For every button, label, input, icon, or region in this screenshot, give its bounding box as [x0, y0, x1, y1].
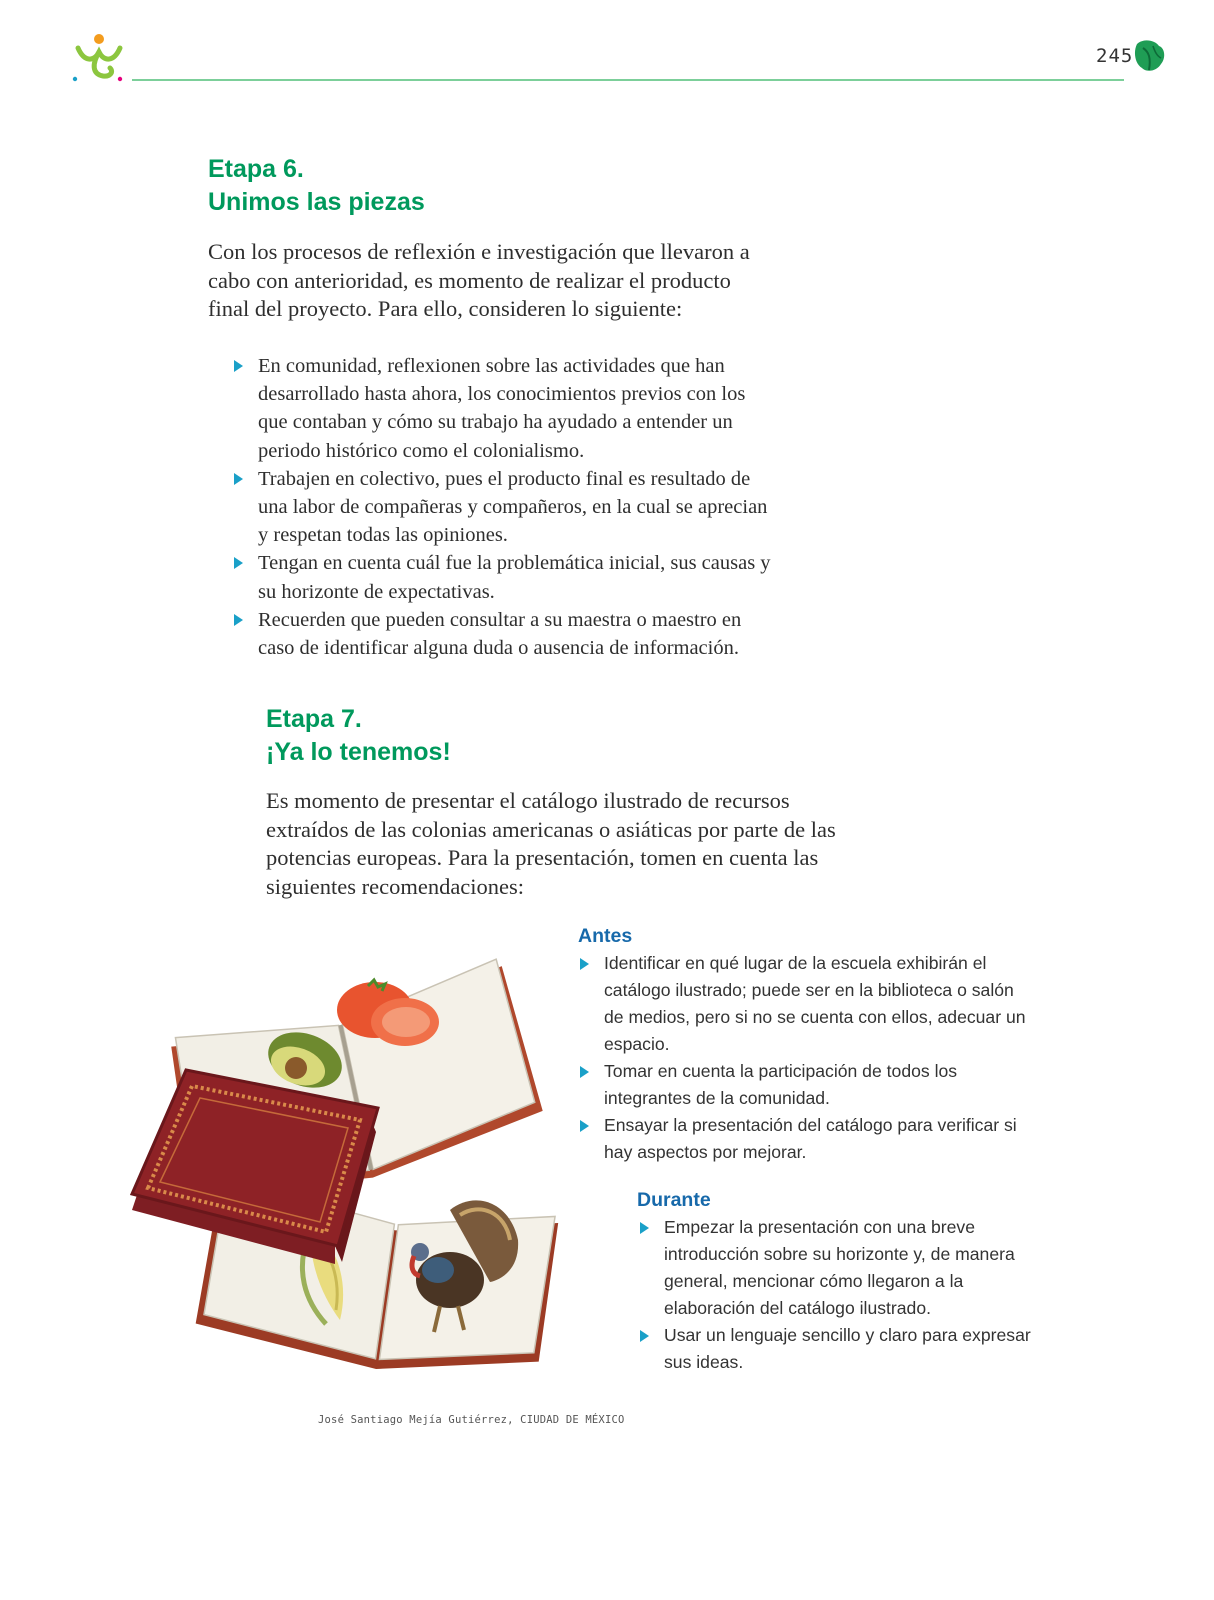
stage7-intro: Es momento de presentar el catálogo ilustrado de recursos extraídos de las colonias americanas o asiáticas por parte de las potencias europeas. Para la presentación, tomen en cuenta las siguientes recomendaciones: — [266, 788, 836, 899]
durante-heading: Durante — [637, 1189, 711, 1211]
list-item: Ensayar la presentación del catálogo para verificar si hay aspectos por mejorar. — [580, 1112, 1032, 1166]
books-illustration — [120, 940, 560, 1390]
triangle-bullet-icon — [234, 473, 243, 485]
triangle-bullet-icon — [640, 1330, 649, 1342]
triangle-bullet-icon — [234, 360, 243, 372]
triangle-bullet-icon — [640, 1222, 649, 1234]
stage6-number: Etapa 6. — [208, 155, 304, 183]
triangle-bullet-icon — [234, 614, 243, 626]
list-item: Tengan en cuenta cuál fue la problemática inicial, sus causas y su horizonte de expectativas. — [234, 549, 774, 605]
list-item: Recuerden que pueden consultar a su maestra o maestro en caso de identificar alguna duda o ausencia de información. — [234, 606, 774, 662]
triangle-bullet-icon — [234, 557, 243, 569]
stage6-list — [234, 352, 774, 662]
header-rule — [132, 79, 1124, 81]
durante-list — [640, 1214, 1038, 1376]
leaf-icon — [1133, 38, 1167, 74]
list-item: Identificar en qué lugar de la escuela exhibirán el catálogo ilustrado; puede ser en la biblioteca o salón de medios, pero si no se cuenta con ellos, adecuar un espacio. — [580, 950, 1032, 1058]
triangle-bullet-icon — [580, 1120, 589, 1132]
illustration-credit: José Santiago Mejía Gutiérrez, CIUDAD DE MÉXICO — [318, 1414, 625, 1426]
list-item: Tomar en cuenta la participación de todos los integrantes de la comunidad. — [580, 1058, 1032, 1112]
stage7-title: ¡Ya lo tenemos! — [266, 738, 451, 766]
stage7-number: Etapa 7. — [266, 705, 362, 733]
list-item: Empezar la presentación con una breve introducción sobre su horizonte y, de manera general, mencionar cómo llegaron a la elaboración del catálogo ilustrado. — [640, 1214, 1038, 1322]
list-item: Trabajen en colectivo, pues el producto final es resultado de una labor de compañeras y compañeros, en la cual se aprecian y respetan todas las opiniones. — [234, 465, 774, 550]
triangle-bullet-icon — [580, 1066, 589, 1078]
stage6-title: Unimos las piezas — [208, 188, 425, 216]
antes-list — [580, 950, 1032, 1166]
list-item: En comunidad, reflexionen sobre las actividades que han desarrollado hasta ahora, los conocimientos previos con los que contaban y cómo su trabajo ha ayudado a entender un periodo histórico como el colonialismo. — [234, 352, 774, 465]
antes-heading: Antes — [578, 925, 633, 947]
person-logo-icon — [70, 32, 128, 86]
stage6-intro: Con los procesos de reflexión e investigación que llevaron a cabo con anterioridad, es momento de realizar el producto final del proyecto. Para ello, consideren lo siguiente: — [208, 239, 750, 321]
triangle-bullet-icon — [580, 958, 589, 970]
list-item: Usar un lenguaje sencillo y claro para expresar sus ideas. — [640, 1322, 1038, 1376]
page-number: 245 — [1096, 45, 1134, 67]
